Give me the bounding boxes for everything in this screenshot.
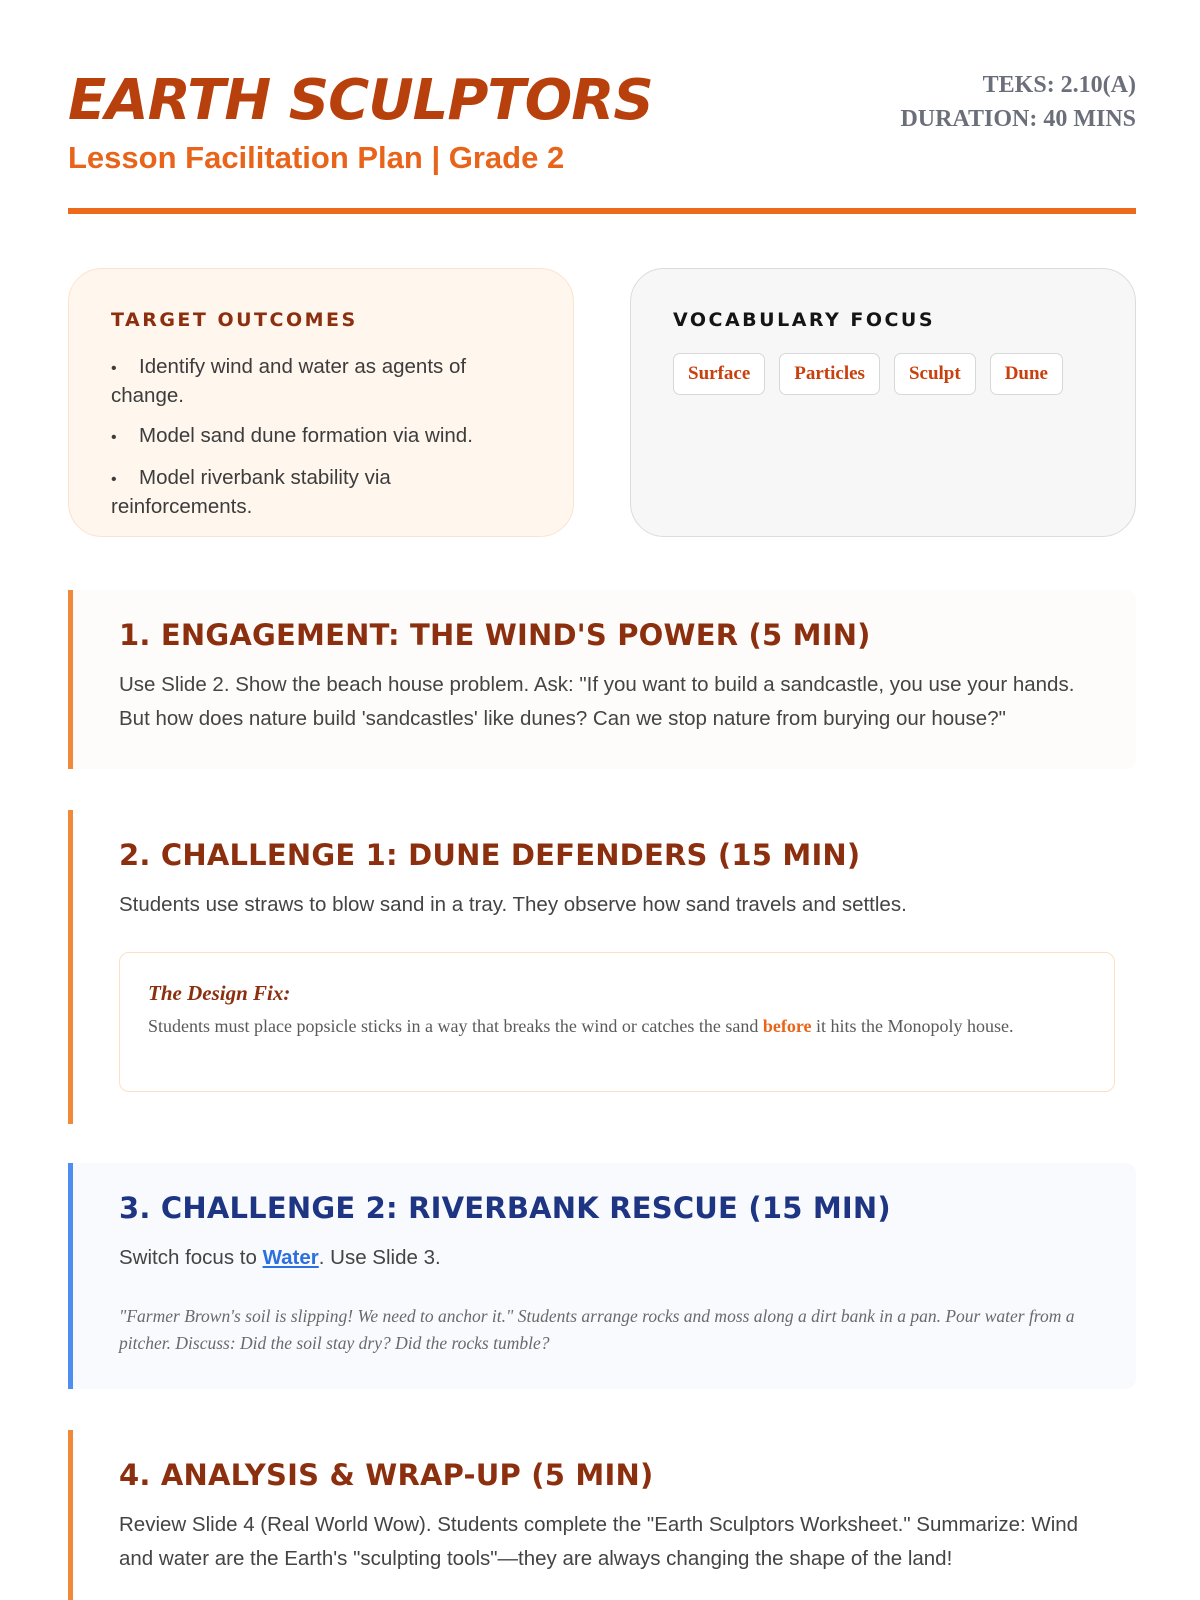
- target-outcomes-title: TARGET OUTCOMES: [111, 309, 358, 331]
- list-item: • Model riverbank stability via reinforcements.: [111, 466, 391, 518]
- list-item: • Model sand dune formation via wind.: [111, 422, 533, 451]
- scenario-quote: "Farmer Brown's soil is slipping! We need to anchor it." Students arrange rocks and moss along a dirt bank in a pan. Pour water from a pitcher. Discuss: Did the soil stay dry? Did the rocks tumble?: [119, 1306, 1075, 1353]
- section-text: Switch focus to Water. Use Slide 3.: [119, 1246, 441, 1269]
- section-text: Review Slide 4 (Real World Wow). Students complete the "Earth Sculptors Worksheet." Summarize: Wind and water are the Earth's "sculpting tools"—they are always changing the shape of the land!: [119, 1513, 1079, 1570]
- vocabulary-card: [630, 268, 1136, 537]
- vocab-tag-particles: Particles: [779, 353, 880, 395]
- section-title: 2. CHALLENGE 1: DUNE DEFENDERS (15 MIN): [119, 838, 861, 872]
- design-fix-box: [119, 952, 1115, 1092]
- bullet-icon: •: [111, 360, 117, 377]
- page-header: [68, 64, 1136, 214]
- design-fix-text: Students must place popsicle sticks in a way that breaks the wind or catches the sand before it hits the Monopoly house.: [148, 1016, 1014, 1036]
- list-item: • Identify wind and water as agents of change.: [111, 355, 467, 407]
- water-link[interactable]: Water: [262, 1246, 319, 1269]
- page-subtitle: Lesson Facilitation Plan | Grade 2: [68, 140, 565, 175]
- vocab-tag-dune: Dune: [990, 353, 1063, 395]
- section-riverbank-rescue: [68, 1163, 1136, 1389]
- section-wrap-up: [68, 1430, 1136, 1600]
- design-fix-title: The Design Fix:: [148, 981, 291, 1005]
- duration-label: DURATION: 40 MINS: [900, 106, 1136, 132]
- lesson-meta: [900, 68, 1136, 136]
- section-dune-defenders: [68, 810, 1136, 1124]
- section-text: Use Slide 2. Show the beach house problem. Ask: "If you want to build a sandcastle, you use your hands. But how does nature build 'sandcastles' like dunes? Can we stop nature from burying our house?": [119, 673, 1075, 730]
- vocabulary-tags: [673, 353, 1095, 395]
- vocab-tag-surface: Surface: [673, 353, 765, 395]
- section-title: 4. ANALYSIS & WRAP-UP (5 MIN): [119, 1458, 654, 1492]
- bullet-icon: •: [111, 471, 117, 488]
- section-title: 3. CHALLENGE 2: RIVERBANK RESCUE (15 MIN): [119, 1191, 891, 1225]
- bullet-icon: •: [111, 429, 117, 446]
- teks-label: TEKS: 2.10(A): [982, 72, 1136, 98]
- vocab-tag-sculpt: Sculpt: [894, 353, 976, 395]
- section-engagement: [68, 590, 1136, 769]
- highlight-before: before: [762, 1016, 812, 1036]
- section-title: 1. ENGAGEMENT: THE WIND'S POWER (5 MIN): [119, 618, 871, 652]
- target-outcomes-card: [68, 268, 574, 537]
- vocabulary-title: VOCABULARY FOCUS: [673, 309, 936, 331]
- page-title: EARTH SCULPTORS: [68, 68, 653, 133]
- outcome-list: [111, 353, 533, 520]
- section-text: Students use straws to blow sand in a tray. They observe how sand travels and settles.: [119, 893, 907, 916]
